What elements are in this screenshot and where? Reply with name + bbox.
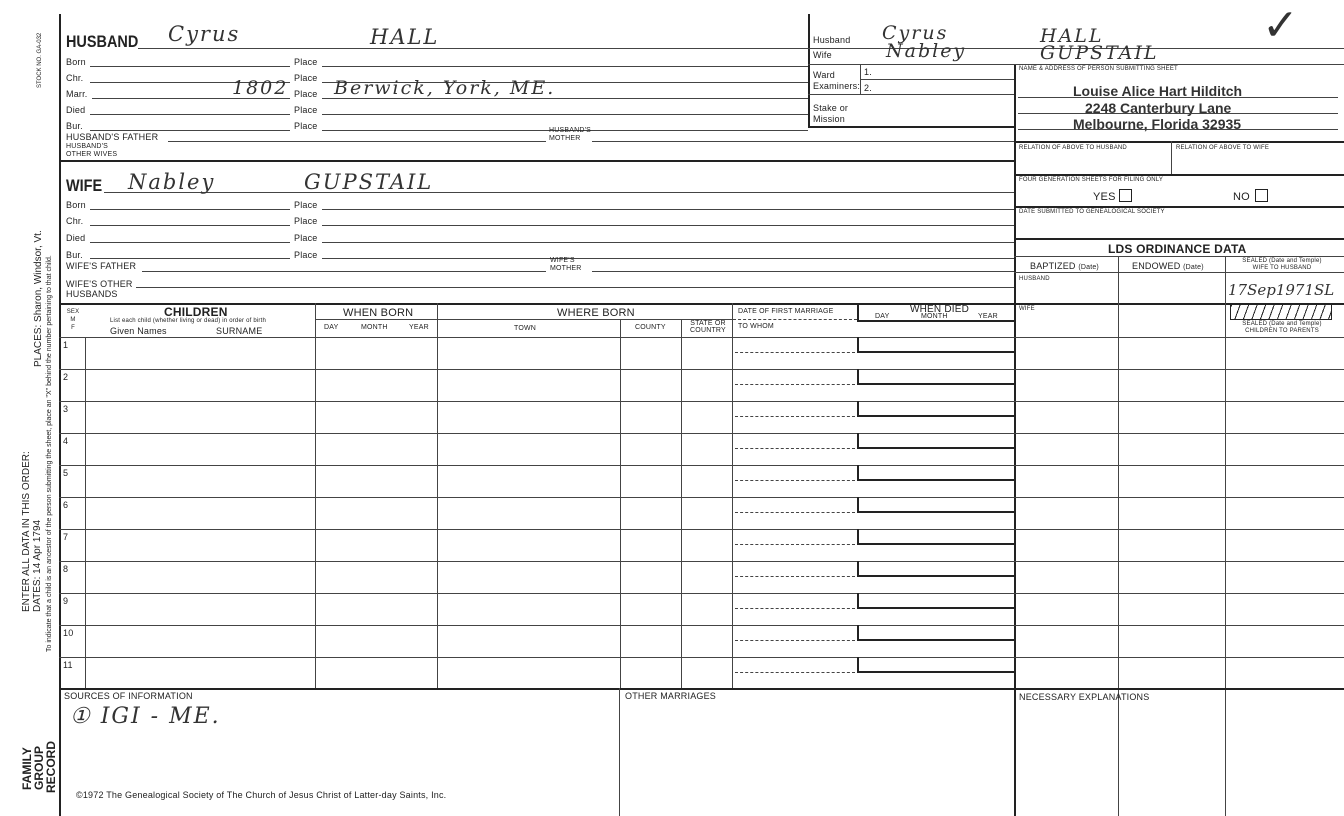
wife-surname: GUPSTAIL — [304, 170, 434, 194]
child-marriage-dash — [735, 544, 855, 545]
submitter-name: Louise Alice Hart Hilditch — [1073, 83, 1243, 99]
husband-chr-label: Chr. — [66, 73, 84, 83]
other-marriages-label: OTHER MARRIAGES — [625, 691, 717, 701]
submitter-line-1 — [1018, 97, 1338, 98]
sealed-hatched-box — [1230, 304, 1332, 320]
relation-divider — [1171, 141, 1172, 175]
four-gen-bottom-line — [1014, 206, 1344, 208]
husband-marr-place-label: Place — [294, 89, 318, 99]
when-died-header: WHEN DIED — [910, 304, 970, 315]
wife-name-line — [104, 192, 1014, 193]
husband-father-label: HUSBAND'S FATHER — [66, 132, 159, 142]
children-instruction: List each child (whether living or dead) in order of birth — [110, 318, 267, 324]
right-column-line — [1014, 64, 1016, 816]
husband-name-line — [138, 48, 808, 49]
child-row-line — [59, 465, 1344, 466]
summary-wife-given: Nabley — [886, 40, 967, 62]
sources-label: SOURCES OF INFORMATION — [64, 691, 193, 701]
husband-heading: HUSBAND — [66, 32, 139, 51]
lds-heading: LDS ORDINANCE DATA — [1108, 242, 1247, 256]
first-marriage-dash — [733, 319, 857, 320]
places-note: PLACES: Sharon, Windsor, Vt. — [33, 230, 44, 367]
county-col-divider — [681, 319, 682, 688]
date-submitted-label: DATE SUBMITTED TO GENEALOGICAL SOCIETY — [1019, 209, 1165, 215]
child-marriage-dash — [735, 480, 855, 481]
children-section-top — [59, 303, 1344, 305]
yes-label: YES — [1093, 191, 1116, 203]
child-died-box — [857, 401, 1014, 417]
summary-bottom-line — [808, 126, 1014, 128]
child-died-box — [857, 337, 1014, 353]
left-frame-line — [59, 14, 61, 816]
child-row-line — [59, 497, 1344, 498]
born-month-header: MONTH — [361, 324, 388, 331]
date-submitted-bottom-line — [1014, 238, 1344, 240]
children-section-bottom — [59, 688, 1344, 690]
examiners-bottom-line — [808, 94, 1014, 95]
child-died-box — [857, 369, 1014, 385]
form-title-record: RECORD — [44, 740, 58, 793]
child-row-line — [59, 529, 1344, 530]
wife-heading: WIFE — [66, 176, 103, 195]
town-col-divider — [620, 319, 621, 688]
died-month-header: MONTH — [921, 313, 948, 320]
where-born-sub-line — [437, 319, 732, 320]
given-names-header: Given Names — [110, 326, 167, 336]
husband-mother-label: HUSBAND'S MOTHER — [549, 127, 592, 142]
child-died-box — [857, 625, 1014, 641]
lds-columns-line — [1014, 272, 1344, 273]
wife-bur-place-line — [322, 258, 1014, 259]
stock-number: STOCK NO. GA-032 — [37, 32, 43, 88]
wife-born-place-label: Place — [294, 200, 318, 210]
child-row-number: 8 — [63, 564, 69, 574]
child-row-number: 9 — [63, 596, 69, 606]
lds-husband-row-label: HUSBAND — [1019, 276, 1050, 282]
child-died-box — [857, 433, 1014, 449]
child-marriage-dash — [735, 608, 855, 609]
child-row-number: 4 — [63, 436, 69, 446]
form-title-family: FAMILY — [20, 747, 34, 790]
husband-marr-year: 1802 — [232, 77, 289, 99]
copyright-text: ©1972 The Genealogical Society of The Church of Jesus Christ of Latter-day Saints, Inc. — [76, 790, 447, 800]
wife-born-line — [90, 209, 290, 210]
endowed-label: ENDOWED (Date) — [1132, 261, 1204, 271]
lds-col-divider-1 — [1118, 256, 1119, 816]
examiner-1-line — [860, 79, 1014, 80]
wife-bur-line — [90, 258, 290, 259]
sex-col-divider — [85, 337, 86, 688]
husband-other-wives-label: HUSBAND'S OTHER WIVES — [66, 143, 118, 158]
town-header: TOWN — [514, 325, 537, 332]
submitter-line-3 — [1018, 129, 1338, 130]
child-marriage-dash — [735, 512, 855, 513]
wife-born-place-line — [322, 209, 1014, 210]
relation-wife-label: RELATION OF ABOVE TO WIFE — [1176, 145, 1270, 151]
husband-bur-place-label: Place — [294, 121, 318, 131]
child-marriage-dash — [735, 384, 855, 385]
children-heading: CHILDREN — [164, 305, 228, 319]
submitter-line-2 — [1018, 113, 1338, 114]
wife-died-place-line — [322, 242, 1014, 243]
wife-chr-label: Chr. — [66, 216, 84, 226]
when-born-col-divider — [437, 303, 438, 688]
relation-bottom-line — [1014, 174, 1344, 176]
child-died-box — [857, 561, 1014, 577]
husband-mother-line — [592, 141, 1014, 142]
husband-bur-line — [90, 130, 290, 131]
child-died-box — [857, 465, 1014, 481]
child-row-line — [59, 337, 1344, 338]
submitter-city: Melbourne, Florida 32935 — [1073, 116, 1242, 132]
child-died-box — [857, 657, 1014, 673]
where-born-col-divider — [732, 303, 733, 688]
child-row-line — [59, 401, 1344, 402]
husband-surname: HALL — [370, 25, 440, 49]
wife-given-name: Nabley — [128, 170, 216, 194]
county-header: COUNTY — [635, 324, 666, 331]
husband-died-place-label: Place — [294, 105, 318, 115]
wife-died-line — [90, 242, 290, 243]
wife-born-label: Born — [66, 200, 86, 210]
husband-died-line — [90, 114, 290, 115]
husband-died-place-line — [322, 114, 808, 115]
checkmark-icon: ✓ — [1262, 0, 1301, 51]
to-whom-header: TO WHOM — [738, 323, 774, 330]
submitter-heading: NAME & ADDRESS OF PERSON SUBMITTING SHEET — [1019, 66, 1178, 72]
yes-checkbox[interactable] — [1119, 189, 1132, 202]
husband-died-label: Died — [66, 105, 86, 115]
wife-chr-place-label: Place — [294, 216, 318, 226]
child-row-number: 1 — [63, 340, 69, 350]
ward-label: Ward — [813, 70, 835, 80]
child-died-box — [857, 497, 1014, 513]
husband-born-label: Born — [66, 57, 86, 67]
dates-note: DATES: 14 Apr 1794 — [32, 519, 43, 612]
child-marriage-dash — [735, 448, 855, 449]
child-row-number: 7 — [63, 532, 69, 542]
child-marriage-dash — [735, 416, 855, 417]
surname-header: SURNAME — [216, 326, 263, 336]
when-born-header: WHEN BORN — [343, 307, 414, 319]
child-marriage-dash — [735, 352, 855, 353]
child-row-number: 3 — [63, 404, 69, 414]
husband-born-place-label: Place — [294, 57, 318, 67]
wife-chr-place-line — [322, 225, 1014, 226]
summary-husband-given: Cyrus — [882, 22, 949, 44]
when-died-sub-line — [857, 320, 1014, 322]
wife-bur-place-label: Place — [294, 250, 318, 260]
wife-died-label: Died — [66, 233, 86, 243]
born-day-header: DAY — [324, 324, 339, 331]
wife-father-line — [142, 271, 546, 272]
submitter-bottom-line — [1014, 141, 1344, 143]
when-born-sub-line — [316, 319, 437, 320]
summary-husband-label: Husband — [813, 35, 851, 45]
where-born-header: WHERE BORN — [557, 307, 635, 319]
child-died-box — [857, 593, 1014, 609]
wife-mother-line — [592, 271, 1014, 272]
husband-section-bottom — [59, 160, 1014, 162]
form-title-group: GROUP — [32, 745, 46, 790]
wife-father-label: WIFE'S FATHER — [66, 261, 137, 271]
no-checkbox[interactable] — [1255, 189, 1268, 202]
children-col-divider — [315, 303, 316, 688]
husband-father-line — [168, 141, 546, 142]
husband-born-line — [90, 66, 290, 67]
summary-wife-surname: GUPSTAIL — [1040, 42, 1159, 64]
child-row-line — [59, 561, 1344, 562]
four-gen-label: FOUR GENERATION SHEETS FOR FILING ONLY — [1019, 177, 1164, 183]
submitter-street: 2248 Canterbury Lane — [1085, 100, 1232, 116]
child-died-box — [857, 529, 1014, 545]
sealed-wife-label: SEALED (Date and Temple) WIFE TO HUSBAND — [1242, 258, 1322, 271]
died-year-header: YEAR — [978, 313, 998, 320]
child-row-line — [59, 593, 1344, 594]
husband-marr-place: Berwick, York, ME. — [334, 77, 556, 99]
husband-marr-label: Marr. — [66, 89, 88, 99]
sex-header: SEX M F — [66, 309, 80, 331]
child-row-line — [59, 657, 1344, 658]
sources-handwritten: ① IGI - ME. — [70, 704, 221, 729]
summary-divider-line — [808, 14, 810, 126]
first-marriage-header: DATE OF FIRST MARRIAGE — [738, 308, 834, 315]
child-row-line — [59, 625, 1344, 626]
child-marriage-dash — [735, 672, 855, 673]
ancestor-instruction: To indicate that a child is an ancestor of the person submitting the sheet, place an "X" behind the number pertaining to that child. — [46, 255, 53, 652]
wife-mother-label: WIFE'S MOTHER — [550, 257, 582, 272]
lds-wife-row-label: WIFE — [1019, 306, 1035, 312]
born-year-header: YEAR — [409, 324, 429, 331]
state-country-header: STATE OR COUNTRY — [690, 320, 726, 334]
died-day-header: DAY — [875, 313, 890, 320]
wife-bur-label: Bur. — [66, 250, 83, 260]
child-row-number: 5 — [63, 468, 69, 478]
husband-born-place-line — [322, 66, 808, 67]
relation-husband-label: RELATION OF ABOVE TO HUSBAND — [1019, 145, 1127, 151]
sealed-children-label: SEALED (Date and Temple) CHILDREN TO PARENTS — [1242, 321, 1322, 334]
summary-wife-line — [808, 64, 1344, 65]
summary-husband-surname: HALL — [1040, 25, 1104, 47]
child-row-number: 2 — [63, 372, 69, 382]
wife-died-place-label: Place — [294, 233, 318, 243]
when-died-left-edge — [857, 303, 859, 321]
baptized-label: BAPTIZED (Date) — [1030, 261, 1099, 271]
wife-chr-line — [90, 225, 290, 226]
child-row-number: 6 — [63, 500, 69, 510]
wife-other-husbands-label: WIFE'S OTHER HUSBANDS — [66, 279, 133, 299]
child-row-line — [59, 433, 1344, 434]
child-row-line — [59, 369, 1344, 370]
husband-given-name: Cyrus — [168, 22, 241, 46]
lds-heading-line — [1014, 256, 1344, 257]
husband-bur-label: Bur. — [66, 121, 83, 131]
enter-order-note: ENTER ALL DATA IN THIS ORDER: — [21, 451, 32, 612]
lds-col-divider-2 — [1225, 256, 1226, 816]
child-marriage-dash — [735, 640, 855, 641]
child-marriage-dash — [735, 576, 855, 577]
no-label: NO — [1233, 191, 1250, 203]
husband-chr-place-label: Place — [294, 73, 318, 83]
examiner-2-label: 2. — [864, 83, 872, 93]
child-row-number: 10 — [63, 628, 74, 638]
stake-mission-label: Stake or Mission — [813, 103, 849, 124]
other-marriages-divider — [619, 688, 620, 816]
examiners-label: Examiners: — [813, 81, 861, 91]
summary-wife-label: Wife — [813, 50, 832, 60]
child-row-number: 11 — [63, 660, 73, 670]
sealed-date-handwritten: 17Sep1971SL — [1228, 281, 1335, 299]
examiner-1-label: 1. — [864, 67, 872, 77]
necessary-explanations-label: NECESSARY EXPLANATIONS — [1019, 692, 1150, 702]
wife-other-husbands-line — [136, 287, 1014, 288]
